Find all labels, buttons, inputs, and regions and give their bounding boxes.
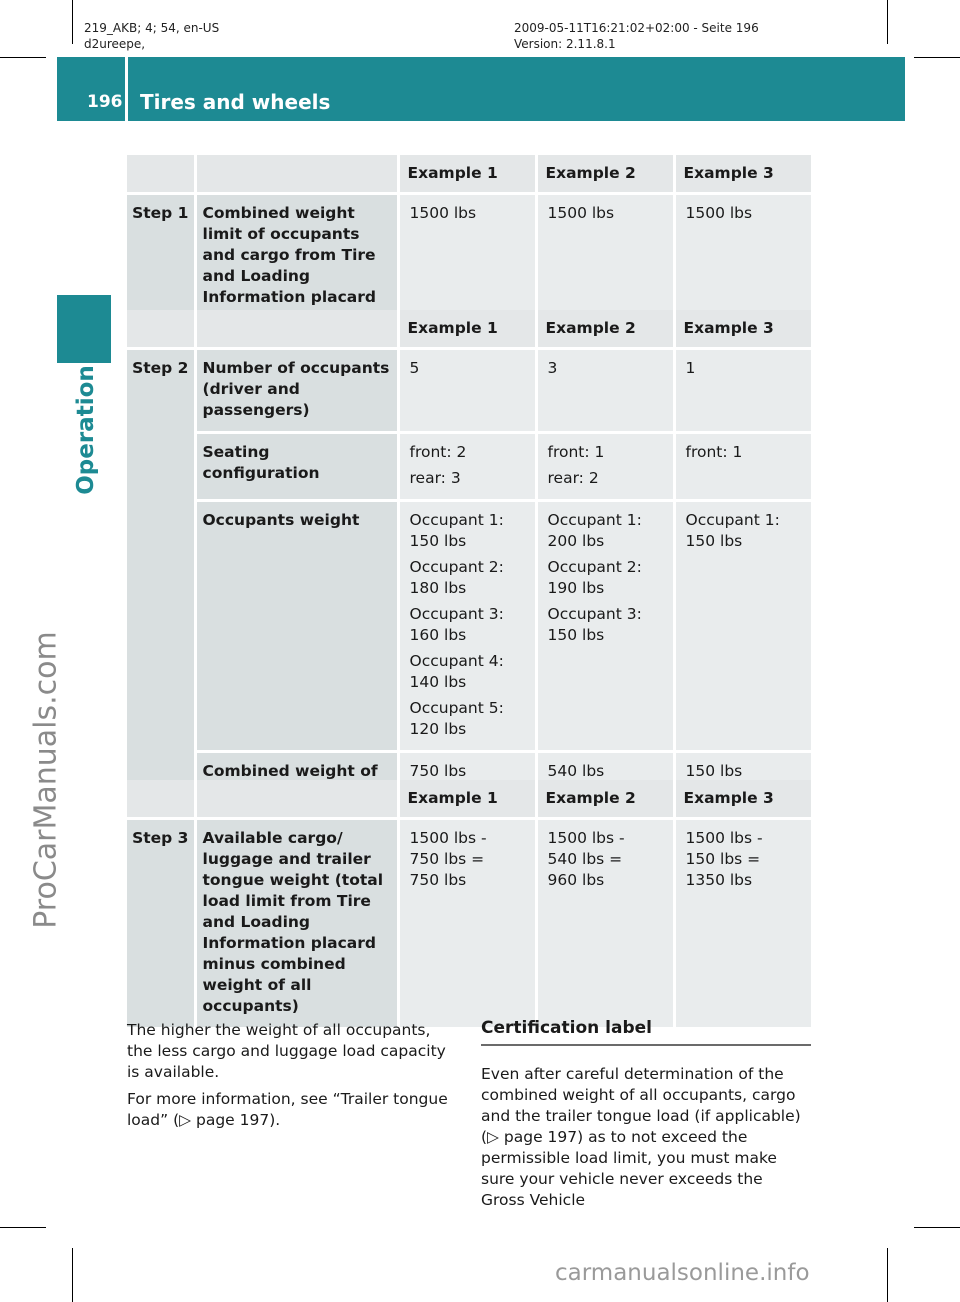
value-line: 750 lbs — [409, 871, 467, 889]
step2-table — [127, 310, 811, 816]
crop-mark — [887, 1248, 888, 1302]
value-line: 200 lbs — [547, 532, 605, 550]
watermark-bottom: carmanualsonline.info — [555, 1260, 810, 1286]
value-line: Occupant 3: — [547, 605, 642, 623]
header-separator — [125, 57, 128, 121]
crop-mark — [0, 57, 46, 58]
table-row — [127, 349, 811, 433]
row-description: Available cargo/ luggage and trailer tongue weight (total load limit from Tire and Loading Information placard minus combined weight of all occupants) — [195, 819, 398, 1029]
value-cell — [536, 501, 674, 752]
table-header-row — [127, 155, 811, 194]
crop-mark — [887, 0, 888, 44]
value-line: rear: 2 — [547, 469, 599, 487]
value-line: Occupant 3: — [409, 605, 504, 623]
watermark-vertical: ProCarManuals.com — [28, 631, 64, 929]
value-cell: 750 lbs — [398, 752, 536, 815]
doc-meta-right — [514, 20, 759, 52]
header-cell — [127, 310, 195, 349]
table-header-row — [127, 780, 811, 819]
crop-mark — [914, 1227, 960, 1228]
value-line: rear: 3 — [409, 469, 461, 487]
meta-left-line1: 219_AKB; 4; 54, en-US — [84, 21, 220, 35]
value-cell: 1500 lbs — [674, 194, 811, 320]
header-cell — [127, 780, 195, 819]
header-cell: Example 3 — [674, 780, 811, 819]
row-description: Occupants weight — [195, 501, 398, 752]
table-row — [127, 819, 811, 1029]
step-label: Step 2 — [127, 349, 195, 815]
row-description: Number of occupants (driver and passengers) — [195, 349, 398, 433]
doc-meta-left — [84, 20, 219, 52]
header-cell: Example 3 — [674, 155, 811, 194]
body-right-column — [481, 1018, 811, 1211]
section-tab-marker — [57, 295, 111, 363]
value-line: 1500 lbs - — [409, 829, 487, 847]
value-line: 540 lbs = — [547, 850, 623, 868]
section-label: Operation — [73, 365, 99, 495]
table-row — [127, 501, 811, 752]
page-number: 196 — [87, 92, 123, 112]
value-cell: 540 lbs — [536, 752, 674, 815]
certification-label-text: Even after careful determination of the combined weight of all occupants, cargo and the trailer tongue load (if applicable) (▷ page 197) as to not exceed the permissible load limit, you must make sure your vehicle never exceeds the Gross Vehicle — [481, 1065, 801, 1209]
value-line: 150 lbs — [409, 532, 467, 550]
header-cell: Example 1 — [398, 780, 536, 819]
body-left-column — [127, 1020, 457, 1137]
value-line: 1500 lbs - — [685, 829, 763, 847]
value-line: Occupant 2: — [409, 558, 504, 576]
value-line: 150 lbs — [547, 626, 605, 644]
value-line: Occupant 1: — [409, 511, 504, 529]
body-paragraph-link: For more information, see “Trailer tongue load” (▷ page 197). — [127, 1090, 448, 1129]
header-cell — [195, 310, 398, 349]
crop-mark — [914, 57, 960, 58]
value-cell — [674, 819, 811, 1029]
value-cell: 5 — [398, 349, 536, 433]
value-line: Occupant 4: — [409, 652, 504, 670]
value-cell: 150 lbs — [674, 752, 811, 815]
value-line: Occupant 1: — [547, 511, 642, 529]
crop-mark — [72, 0, 73, 44]
value-cell — [536, 819, 674, 1029]
value-line: 180 lbs — [409, 579, 467, 597]
header-cell: Example 1 — [398, 310, 536, 349]
table-row — [127, 433, 811, 501]
header-cell — [127, 155, 195, 194]
body-paragraph: The higher the weight of all occupants, the less cargo and luggage load capacity is available. — [127, 1021, 446, 1081]
meta-right-line2: Version: 2.11.8.1 — [514, 37, 616, 51]
value-cell: 1500 lbs — [398, 194, 536, 320]
step3-table — [127, 780, 811, 1030]
header-cell: Example 3 — [674, 310, 811, 349]
value-line: 150 lbs — [685, 532, 743, 550]
value-line: 120 lbs — [409, 720, 467, 738]
meta-left-line2: d2ureepe, — [84, 37, 146, 51]
value-line: 150 lbs = — [685, 850, 761, 868]
value-line: 750 lbs = — [409, 850, 485, 868]
header-cell — [195, 155, 398, 194]
header-cell: Example 2 — [536, 780, 674, 819]
value-line: front: 1 — [685, 443, 743, 461]
value-line: 1350 lbs — [685, 871, 753, 889]
value-line: 160 lbs — [409, 626, 467, 644]
value-cell — [398, 501, 536, 752]
value-cell: 1 — [674, 349, 811, 433]
value-cell: 3 — [536, 349, 674, 433]
value-line: 140 lbs — [409, 673, 467, 691]
value-line: 190 lbs — [547, 579, 605, 597]
header-cell — [195, 780, 398, 819]
table-row — [127, 194, 811, 320]
step-label: Step 3 — [127, 819, 195, 1029]
meta-right-line1: 2009-05-11T16:21:02+02:00 - Seite 196 — [514, 21, 759, 35]
value-line: 960 lbs — [547, 871, 605, 889]
certification-label-heading: Certification label — [481, 1018, 811, 1046]
crop-mark — [0, 1227, 46, 1228]
value-line: front: 1 — [547, 443, 605, 461]
crop-mark — [72, 1248, 73, 1302]
step-label: Step 1 — [127, 194, 195, 320]
step1-table — [127, 155, 811, 321]
value-cell — [674, 501, 811, 752]
page-title: Tires and wheels — [140, 90, 331, 114]
value-line: Occupant 5: — [409, 699, 504, 717]
value-cell — [674, 433, 811, 501]
row-description: Combined weight limit of occupants and cargo from Tire and Loading Information placard — [195, 194, 398, 320]
value-cell — [536, 433, 674, 501]
value-line: Occupant 1: — [685, 511, 780, 529]
value-cell: 1500 lbs — [536, 194, 674, 320]
value-line: Occupant 2: — [547, 558, 642, 576]
header-cell: Example 2 — [536, 155, 674, 194]
value-cell — [398, 819, 536, 1029]
row-description: Seating configuration — [195, 433, 398, 501]
header-cell: Example 1 — [398, 155, 536, 194]
value-cell — [398, 433, 536, 501]
value-line: front: 2 — [409, 443, 467, 461]
header-cell: Example 2 — [536, 310, 674, 349]
value-line: 1500 lbs - — [547, 829, 625, 847]
table-header-row — [127, 310, 811, 349]
row-description: Combined weight of — [195, 752, 398, 815]
